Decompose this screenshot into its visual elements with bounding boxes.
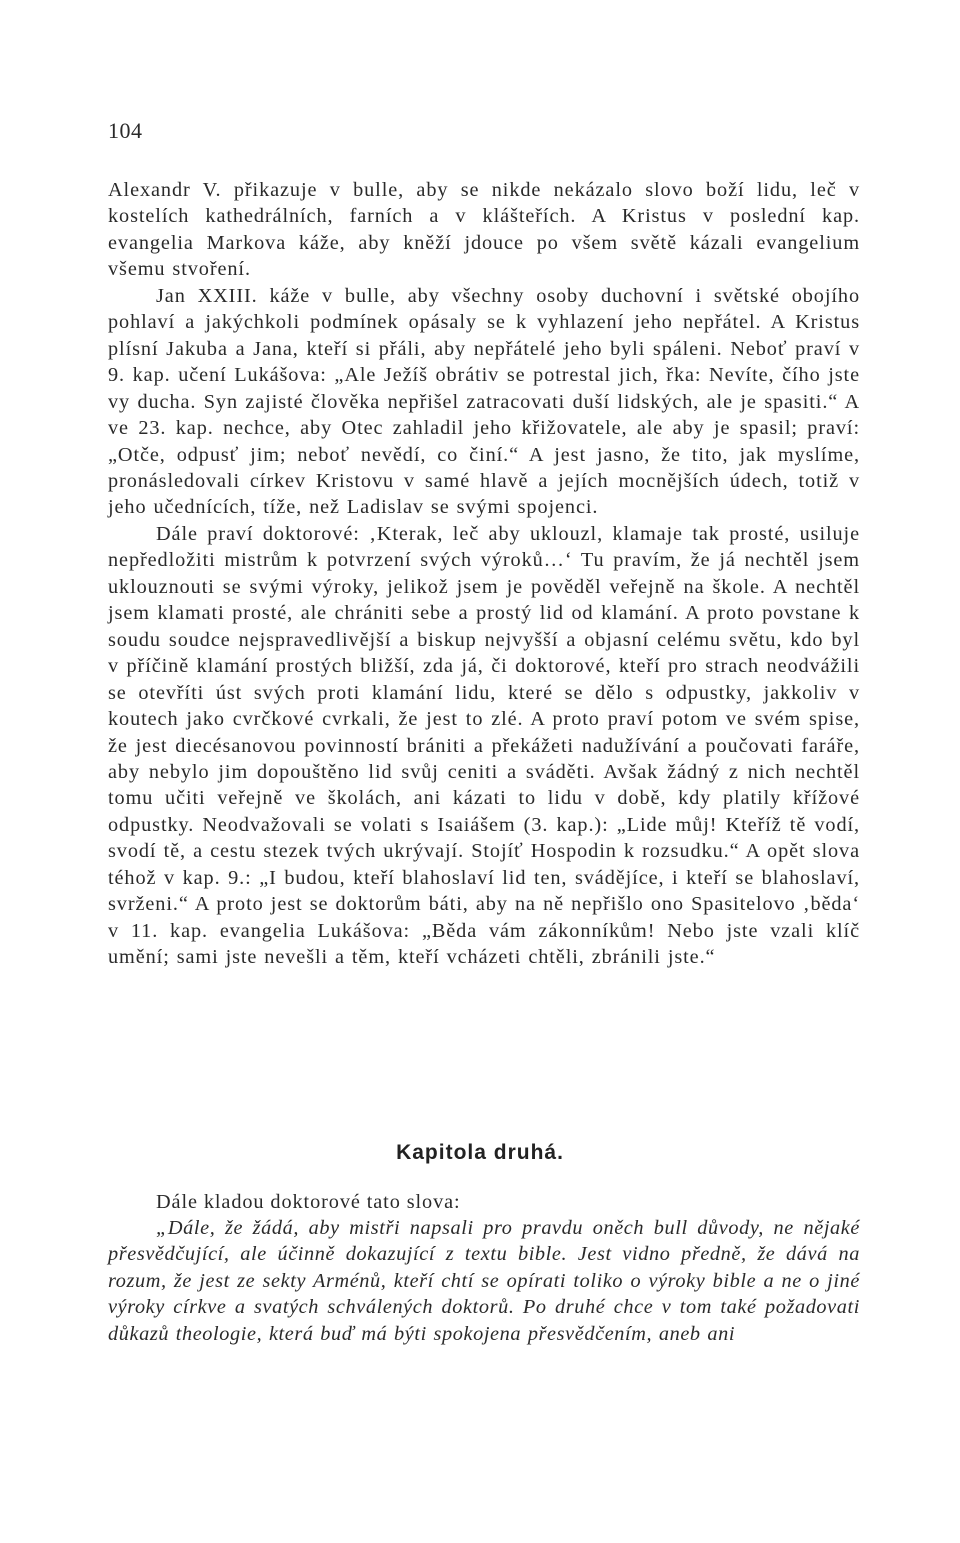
chapter-title: Kapitola druhá. <box>396 1141 564 1164</box>
chapter-quote: „Dále, že žádá, aby mistři napsali pro pravdu oněch bull důvody, ne nějaké přesvědčující, ale účinně dokazující z textu bible. Jest vidno předně, že dává na rozum, že jest ze sekty Arménů, kteří chtí se opírati toliko o výroky bible a ne o jiné výroky církve a svatých schválených doktorů. Po druhé chce v tom také požadovati důkazů theologie, která buď má býti spokojena přesvědčením, aneb ani <box>108 1217 860 1345</box>
paragraph: Jan XXIII. káže v bulle, aby všechny osoby duchovní i světské obojího pohlaví a jakýchkoli podmínek opásaly se k vyhlazení jeho nepřátel. A Kristus plísní Jakuba a Jana, kteří si přáli, aby nepřátelé jeho byli spáleni. Neboť praví v 9. kap. učení Lukášova: „Ale Ježíš obrátiv se potrestal jich, řka: Nevíte, čího jste vy ducha. Syn zajisté člověka nepřišel zatracovati duší lidských, ale je spasiti.“ A ve 23. kap. nechce, aby Otec zahladil jeho křižovatele, ale aby je spasil; praví: „Otče, odpusť jim; neboť nevědí, co činí.“ A jest jasno, že tito, jak myslíme, pronásledovali církev Kristovu v samé hlavě a jejích mocnějších údech, totiž v jeho učednících, tíže, než Ladislav se svými spojenci. <box>108 284 860 519</box>
chapter-intro: Dále kladou doktorové tato slova: <box>156 1191 461 1213</box>
paragraph: Alexandr V. přikazuje v bulle, aby se nikde nekázalo slovo boží lidu, leč v kostelích kathedrálních, farních a v klášteřích. A Kristus v poslední kap. evangelia Markova káže, aby kněží jdouce po všem světě kázali evangelium všemu stvoření. <box>108 179 860 281</box>
paragraph: Dále praví doktorové: ‚Kterak, leč aby uklouzl, klamaje tak prosté, usiluje nepředložiti mistrům k potvrzení svých výroků…‘ Tu pravím, že já nechtěl jsem uklouznouti se svými výroky, jelikož jsem je pověděl veřejně na škole. A nechtěl jsem klamati prosté, ale chrániti sebe a prostý lid od klamání. A proto povstane k soudu soudce nejspravedlivější a biskup nejvyšší a objasní celému světu, kdo byl v příčině klamání prostých bližší, zda já, či doktorové, kteří pro strach neodvážili se otevříti úst svých proti klamání lidu, které se dělo s odpustky, jakkoliv v koutech jako cvrčkové cvrkali, že jest to zlé. A proto praví potom ve svém spise, že jest diecésanovou povinností brániti a překážeti nadužívání a poučovati faráře, aby nebylo jim dopouštěno lid svůj ceniti a sváděti. Avšak žádný z nich nechtěl tomu učiti veřejně ve školách, ani kázati to lidu v době, kdy platily křížové odpustky. Neodvažovali se volati s Isaiášem (3. kap.): „Lide můj! Kteříž tě vodí, svodí tě, a cestu stezek tvých ukrývají. Stojíť Hospodin k rozsudku.“ A opět slova téhož v kap. 9.: „I budou, kteří blahoslaví lid ten, svádějíce, i kteří se blahoslaví, svrženi.“ A proto jest se doktorům báti, aby na ně nepřišlo ono Spasitelovo ‚běda‘ v 11. kap. evangelia Lukášova: „Běda vám zákonníkům! Nebo jste vzali klíč umění; sami jste nevešli a těm, kteří vcházeti chtěli, zbránili jste.“ <box>108 522 860 969</box>
body-text <box>108 177 860 971</box>
page-number: 104 <box>108 118 143 143</box>
